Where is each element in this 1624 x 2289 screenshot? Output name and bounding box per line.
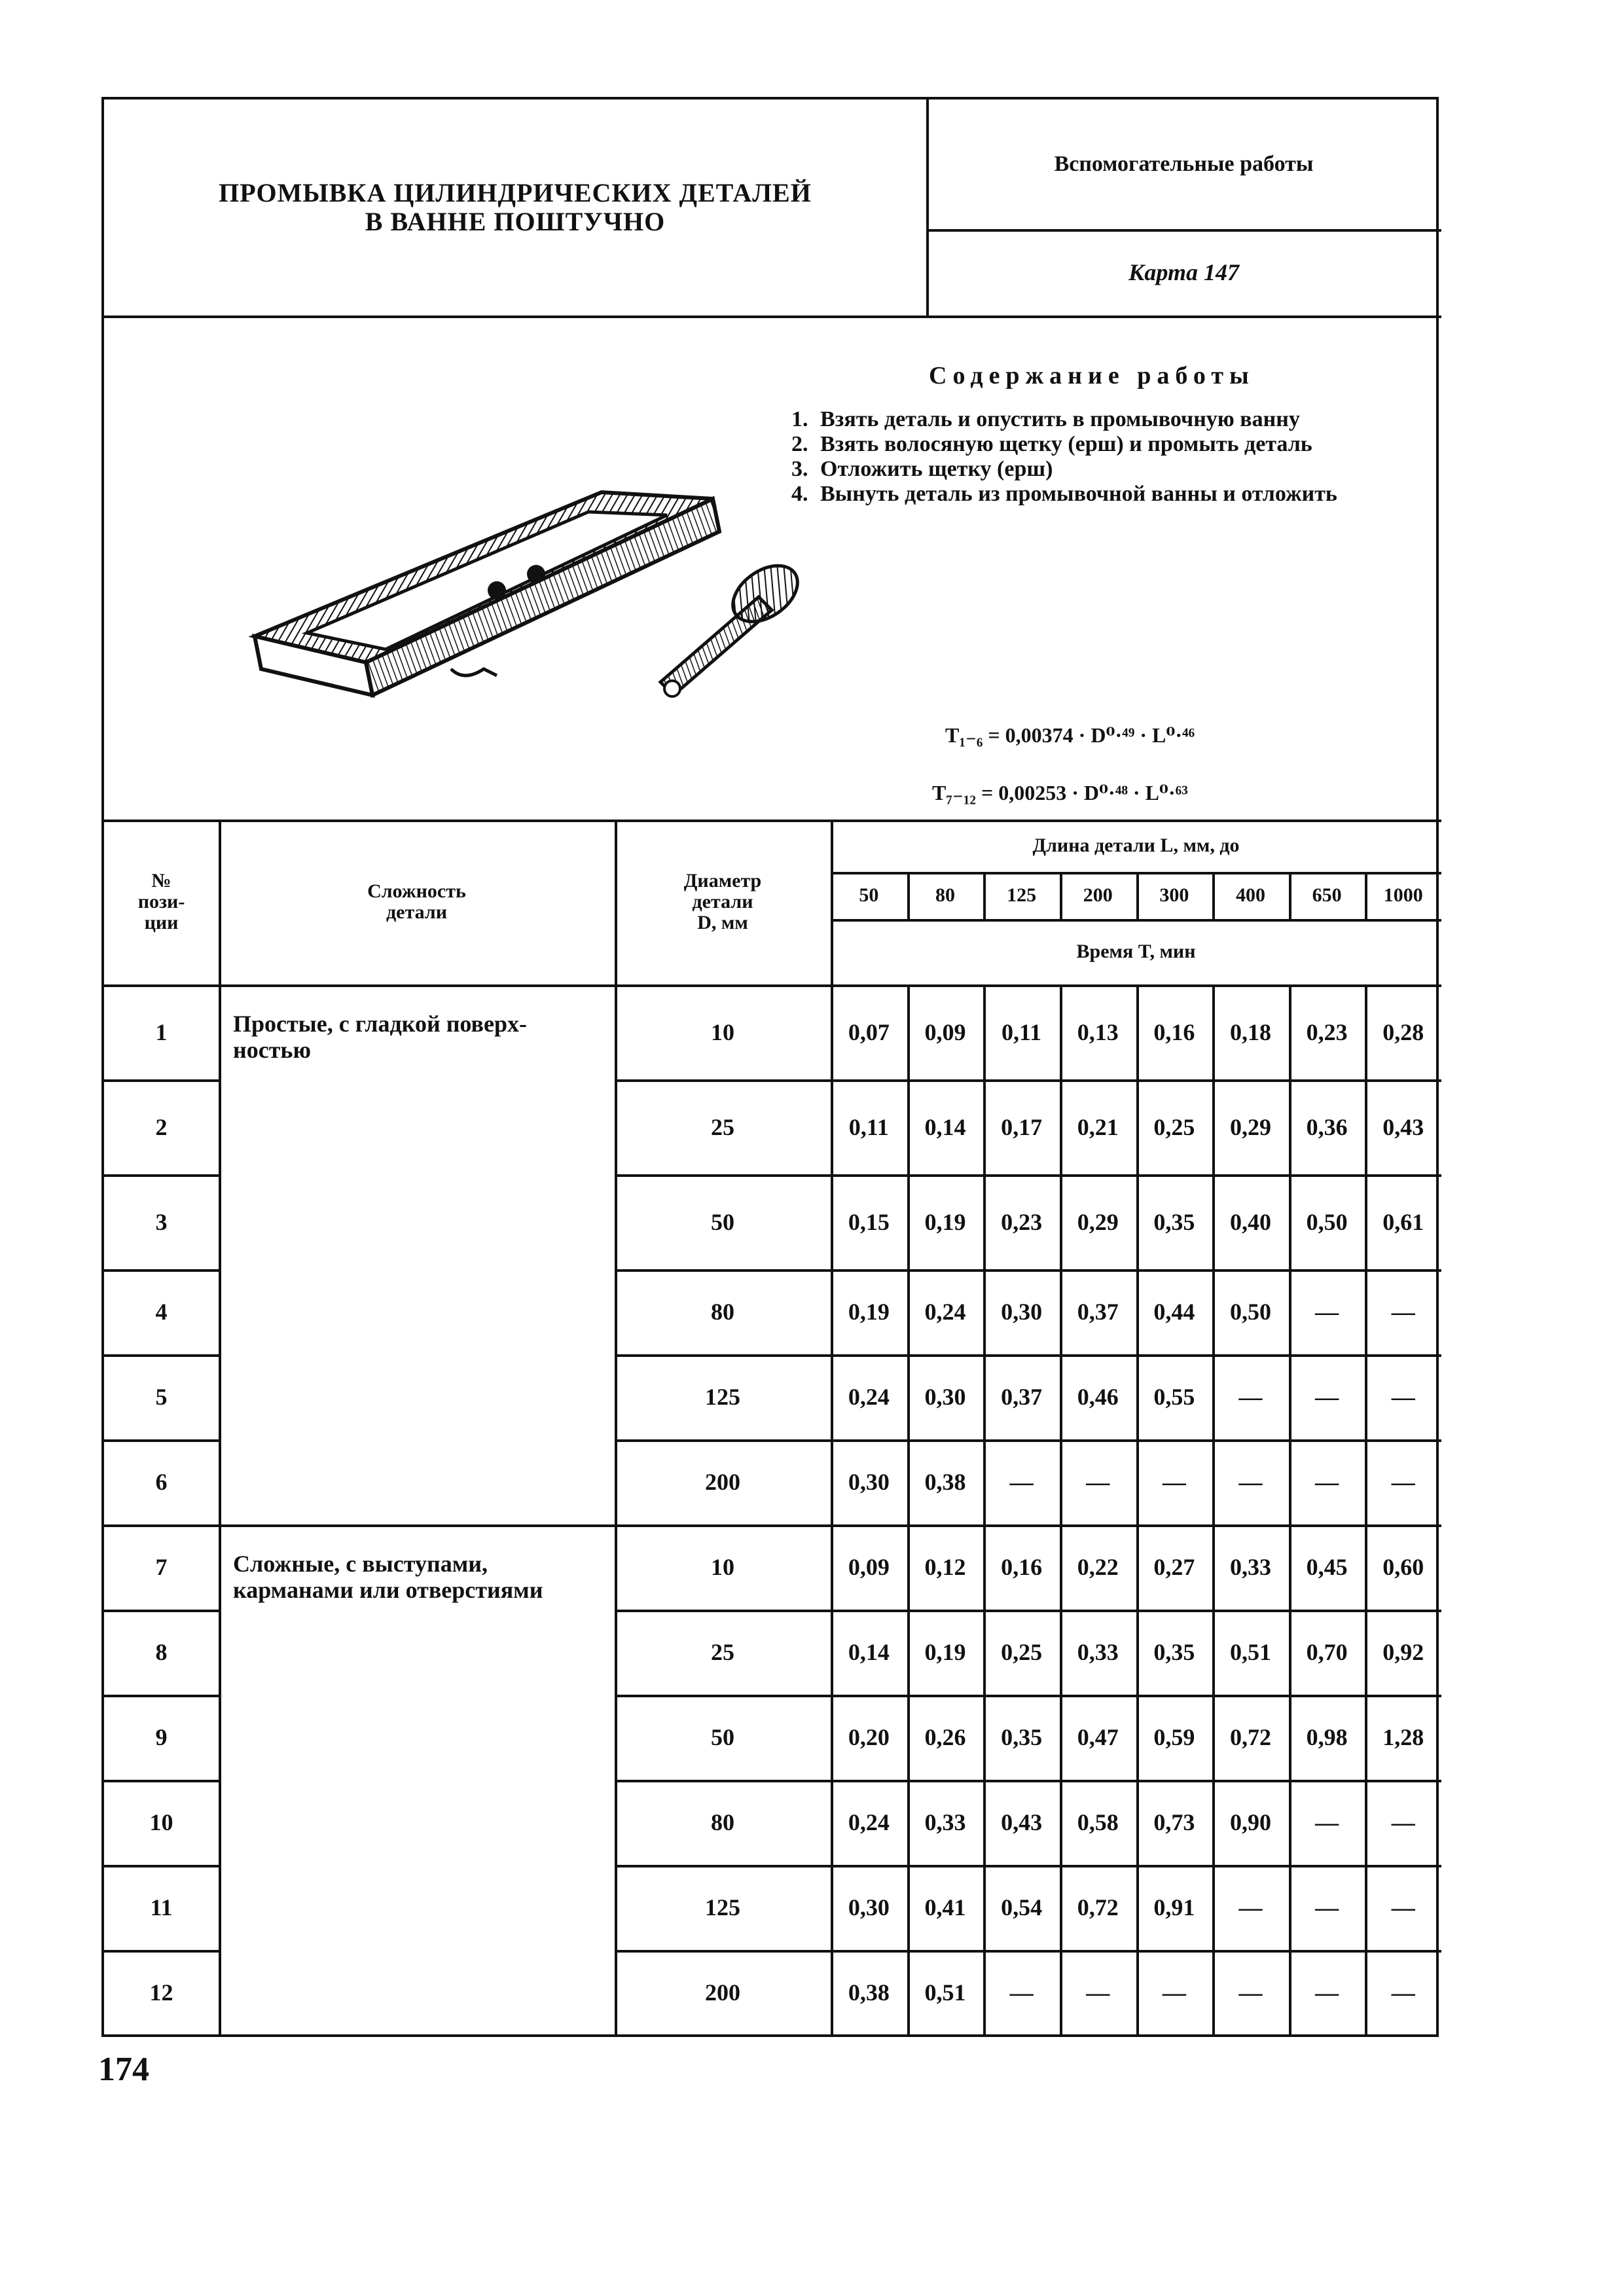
time-value: 0,47 bbox=[1077, 1724, 1119, 1750]
formula-t7-12: T₇₋₁₂ = 0,00253 · D⁰·⁴⁸ · L⁰·⁶³ bbox=[932, 781, 1188, 804]
table-rule bbox=[615, 1610, 1441, 1612]
time-value: 0,18 bbox=[1229, 1018, 1271, 1045]
row-diameter: 25 bbox=[711, 1639, 734, 1665]
row-position: 9 bbox=[155, 1724, 168, 1750]
table-rule bbox=[104, 1524, 1441, 1527]
time-value: 0,07 bbox=[848, 1018, 890, 1045]
row-diameter: 80 bbox=[711, 1299, 734, 1325]
time-value: 0,14 bbox=[848, 1639, 890, 1665]
table-rule bbox=[104, 1174, 219, 1177]
time-value: 0,21 bbox=[1077, 1113, 1119, 1140]
time-value: 0,23 bbox=[1001, 1208, 1043, 1235]
table-rule bbox=[983, 872, 986, 919]
col-header-length: Длина детали L, мм, до bbox=[1032, 835, 1240, 856]
row-position: 4 bbox=[155, 1299, 168, 1325]
time-value: 0,26 bbox=[924, 1724, 966, 1750]
table-rule bbox=[104, 1439, 219, 1442]
table-rule bbox=[615, 1269, 1441, 1272]
time-value: 0,25 bbox=[1001, 1639, 1043, 1665]
time-value: 0,13 bbox=[1077, 1018, 1119, 1045]
formula-t1-6: T₁₋₆ = 0,00374 · D⁰·⁴⁹ · L⁰·⁴⁶ bbox=[945, 723, 1195, 747]
row-diameter: 125 bbox=[705, 1384, 740, 1410]
time-value: 0,43 bbox=[1001, 1809, 1043, 1835]
col-header-position: № пози- ции bbox=[137, 870, 185, 933]
table-rule bbox=[615, 1865, 1441, 1867]
table-rule bbox=[104, 1610, 219, 1612]
time-value: 0,28 bbox=[1382, 1018, 1424, 1045]
card-number: Карта 147 bbox=[1128, 259, 1239, 285]
row-diameter: 80 bbox=[711, 1809, 734, 1835]
col-header-complexity: Сложность детали bbox=[367, 880, 466, 923]
time-value: 0,35 bbox=[1153, 1639, 1195, 1665]
col-header-length-value: 650 bbox=[1312, 884, 1342, 906]
row-diameter: 10 bbox=[711, 1018, 734, 1045]
row-diameter: 125 bbox=[705, 1894, 740, 1920]
table-rule bbox=[1212, 872, 1215, 919]
table-rule bbox=[1136, 872, 1139, 919]
work-content-title: Содержание работы bbox=[929, 362, 1255, 389]
time-value: 0,11 bbox=[1001, 1018, 1042, 1045]
col-header-time: Время T, мин bbox=[1076, 941, 1196, 962]
time-value: 0,90 bbox=[1229, 1809, 1271, 1835]
time-value: 0,16 bbox=[1001, 1554, 1043, 1580]
table-rule bbox=[104, 1865, 219, 1867]
time-value: 0,37 bbox=[1001, 1384, 1043, 1410]
table-rule bbox=[104, 1780, 219, 1782]
time-value: 0,19 bbox=[924, 1639, 966, 1665]
time-value: 0,51 bbox=[924, 1979, 966, 2006]
col-header-length-value: 300 bbox=[1159, 884, 1189, 906]
time-value: 0,36 bbox=[1306, 1113, 1348, 1140]
table-rule bbox=[104, 1269, 219, 1272]
time-value: 0,30 bbox=[848, 1469, 890, 1495]
row-position: 12 bbox=[149, 1979, 173, 2006]
time-value: 0,29 bbox=[1077, 1208, 1119, 1235]
wash-bath-illustration bbox=[235, 374, 811, 728]
row-diameter: 25 bbox=[711, 1113, 734, 1140]
table-rule bbox=[615, 1174, 1441, 1177]
time-value: 0,40 bbox=[1229, 1208, 1271, 1235]
time-value: 0,46 bbox=[1077, 1384, 1119, 1410]
brush bbox=[660, 554, 808, 696]
time-value: 0,15 bbox=[848, 1208, 890, 1235]
time-value: 0,50 bbox=[1306, 1208, 1348, 1235]
table-rule bbox=[1289, 872, 1291, 919]
time-value: 0,38 bbox=[924, 1469, 966, 1495]
time-value: 0,27 bbox=[1153, 1554, 1195, 1580]
time-value: — bbox=[1238, 1979, 1263, 2006]
col-header-length-value: 80 bbox=[935, 884, 955, 906]
table-rule bbox=[615, 1780, 1441, 1782]
time-value: — bbox=[1162, 1469, 1186, 1495]
time-value: — bbox=[1315, 1299, 1339, 1325]
time-value: — bbox=[1391, 1469, 1415, 1495]
time-value: 0,60 bbox=[1382, 1554, 1424, 1580]
work-steps bbox=[791, 407, 1413, 507]
time-value: — bbox=[1238, 1894, 1263, 1920]
time-value: 0,24 bbox=[848, 1384, 890, 1410]
time-value: 0,30 bbox=[848, 1894, 890, 1920]
time-value: 0,50 bbox=[1229, 1299, 1271, 1325]
time-value: 0,72 bbox=[1077, 1894, 1119, 1920]
work-step: 3. Отложить щетку (ерш) bbox=[791, 457, 1053, 481]
time-value: 0,91 bbox=[1153, 1894, 1195, 1920]
time-value: 0,22 bbox=[1077, 1554, 1119, 1580]
row-diameter: 10 bbox=[711, 1554, 734, 1580]
time-value: 0,12 bbox=[924, 1554, 966, 1580]
time-value: 0,59 bbox=[1153, 1724, 1195, 1750]
time-value: — bbox=[1391, 1894, 1415, 1920]
time-value: 0,29 bbox=[1229, 1113, 1271, 1140]
time-value: 0,43 bbox=[1382, 1113, 1424, 1140]
work-step: 2. Взять волосяную щетку (ерш) и промыть деталь bbox=[791, 432, 1312, 456]
table-rule bbox=[615, 1439, 1441, 1442]
time-value: — bbox=[1086, 1979, 1110, 2006]
col-header-length-value: 50 bbox=[859, 884, 879, 906]
table-rule bbox=[1060, 872, 1062, 919]
time-value: 0,58 bbox=[1077, 1809, 1119, 1835]
time-value: 0,09 bbox=[848, 1554, 890, 1580]
time-value: — bbox=[1391, 1299, 1415, 1325]
table-rule bbox=[104, 1079, 219, 1082]
complexity-group-label: Сложные, с выступами, карманами или отверстиями bbox=[233, 1551, 543, 1603]
row-diameter: 50 bbox=[711, 1724, 734, 1750]
time-value: 0,33 bbox=[1077, 1639, 1119, 1665]
time-value: 0,30 bbox=[1001, 1299, 1043, 1325]
time-value: — bbox=[1315, 1384, 1339, 1410]
row-diameter: 200 bbox=[705, 1469, 740, 1495]
table-rule bbox=[1365, 872, 1367, 919]
row-diameter: 50 bbox=[711, 1208, 734, 1235]
time-value: 0,24 bbox=[924, 1299, 966, 1325]
time-value: 0,14 bbox=[924, 1113, 966, 1140]
row-position: 6 bbox=[155, 1469, 168, 1495]
time-value: 0,37 bbox=[1077, 1299, 1119, 1325]
time-value: 1,28 bbox=[1382, 1724, 1424, 1750]
row-position: 1 bbox=[155, 1018, 168, 1045]
time-value: 0,51 bbox=[1229, 1639, 1271, 1665]
time-value: — bbox=[1086, 1469, 1110, 1495]
page-frame bbox=[101, 97, 1439, 2037]
row-position: 8 bbox=[155, 1639, 168, 1665]
row-position: 3 bbox=[155, 1208, 168, 1235]
time-value: 0,24 bbox=[848, 1809, 890, 1835]
time-value: — bbox=[1315, 1894, 1339, 1920]
row-position: 11 bbox=[150, 1894, 173, 1920]
table-rule bbox=[104, 1950, 219, 1953]
table-rule bbox=[219, 820, 221, 2037]
time-value: 0,54 bbox=[1001, 1894, 1043, 1920]
time-value: 0,11 bbox=[848, 1113, 889, 1140]
time-value: — bbox=[1009, 1979, 1034, 2006]
row-diameter: 200 bbox=[705, 1979, 740, 2006]
page-number: 174 bbox=[98, 2051, 149, 2088]
time-value: 0,30 bbox=[924, 1384, 966, 1410]
row-position: 7 bbox=[155, 1554, 168, 1580]
work-category: Вспомогательные работы bbox=[1054, 152, 1314, 176]
time-value: 0,09 bbox=[924, 1018, 966, 1045]
time-value: 0,38 bbox=[848, 1979, 890, 2006]
time-value: 0,19 bbox=[848, 1299, 890, 1325]
time-value: 0,20 bbox=[848, 1724, 890, 1750]
time-value: 0,45 bbox=[1306, 1554, 1348, 1580]
complexity-group-label: Простые, с гладкой поверх- ностью bbox=[233, 1011, 527, 1063]
wash-bath bbox=[255, 492, 719, 695]
time-value: — bbox=[1162, 1979, 1186, 2006]
row-position: 2 bbox=[155, 1113, 168, 1140]
time-value: 0,33 bbox=[924, 1809, 966, 1835]
table-rule bbox=[907, 872, 910, 919]
work-step: 1. Взять деталь и опустить в промывочную ванну bbox=[791, 407, 1300, 431]
table-rule bbox=[104, 1695, 219, 1697]
time-value: — bbox=[1391, 1809, 1415, 1835]
time-value: 0,23 bbox=[1306, 1018, 1348, 1045]
time-value: 0,17 bbox=[1001, 1113, 1043, 1140]
time-value: 0,33 bbox=[1229, 1554, 1271, 1580]
time-value: 0,44 bbox=[1153, 1299, 1195, 1325]
time-value: — bbox=[1238, 1384, 1263, 1410]
time-value: 0,16 bbox=[1153, 1018, 1195, 1045]
time-value: 0,72 bbox=[1229, 1724, 1271, 1750]
table-rule bbox=[831, 919, 1441, 922]
time-value: 0,61 bbox=[1382, 1208, 1424, 1235]
row-position: 10 bbox=[149, 1809, 173, 1835]
time-value: — bbox=[1391, 1384, 1415, 1410]
time-value: — bbox=[1315, 1979, 1339, 2006]
divider bbox=[104, 315, 1441, 318]
table-rule bbox=[615, 1695, 1441, 1697]
table-rule bbox=[615, 1079, 1441, 1082]
time-value: 0,73 bbox=[1153, 1809, 1195, 1835]
time-value: 0,92 bbox=[1382, 1639, 1424, 1665]
time-value: 0,70 bbox=[1306, 1639, 1348, 1665]
col-header-length-value: 200 bbox=[1083, 884, 1113, 906]
time-value: 0,35 bbox=[1001, 1724, 1043, 1750]
time-value: — bbox=[1238, 1469, 1263, 1495]
col-header-length-value: 125 bbox=[1007, 884, 1037, 906]
table-rule bbox=[104, 1354, 219, 1357]
time-value: 0,35 bbox=[1153, 1208, 1195, 1235]
table-rule bbox=[615, 1354, 1441, 1357]
time-value: — bbox=[1009, 1469, 1034, 1495]
time-value: 0,55 bbox=[1153, 1384, 1195, 1410]
work-step: 4. Вынуть деталь из промывочной ванны и отложить bbox=[791, 482, 1337, 506]
col-header-diameter: Диаметр детали D, мм bbox=[683, 870, 762, 933]
card-title: ПРОМЫВКА ЦИЛИНДРИЧЕСКИХ ДЕТАЛЕЙ В ВАННЕ ПОШТУЧНО bbox=[219, 178, 812, 236]
col-header-length-value: 400 bbox=[1235, 884, 1265, 906]
col-header-length-value: 1000 bbox=[1383, 884, 1423, 906]
time-value: 0,41 bbox=[924, 1894, 966, 1920]
time-value: 0,25 bbox=[1153, 1113, 1195, 1140]
time-value: — bbox=[1315, 1809, 1339, 1835]
row-position: 5 bbox=[155, 1384, 168, 1410]
time-value: — bbox=[1391, 1979, 1415, 2006]
time-value: 0,98 bbox=[1306, 1724, 1348, 1750]
time-value: — bbox=[1315, 1469, 1339, 1495]
table-rule bbox=[615, 1950, 1441, 1953]
time-value: 0,19 bbox=[924, 1208, 966, 1235]
